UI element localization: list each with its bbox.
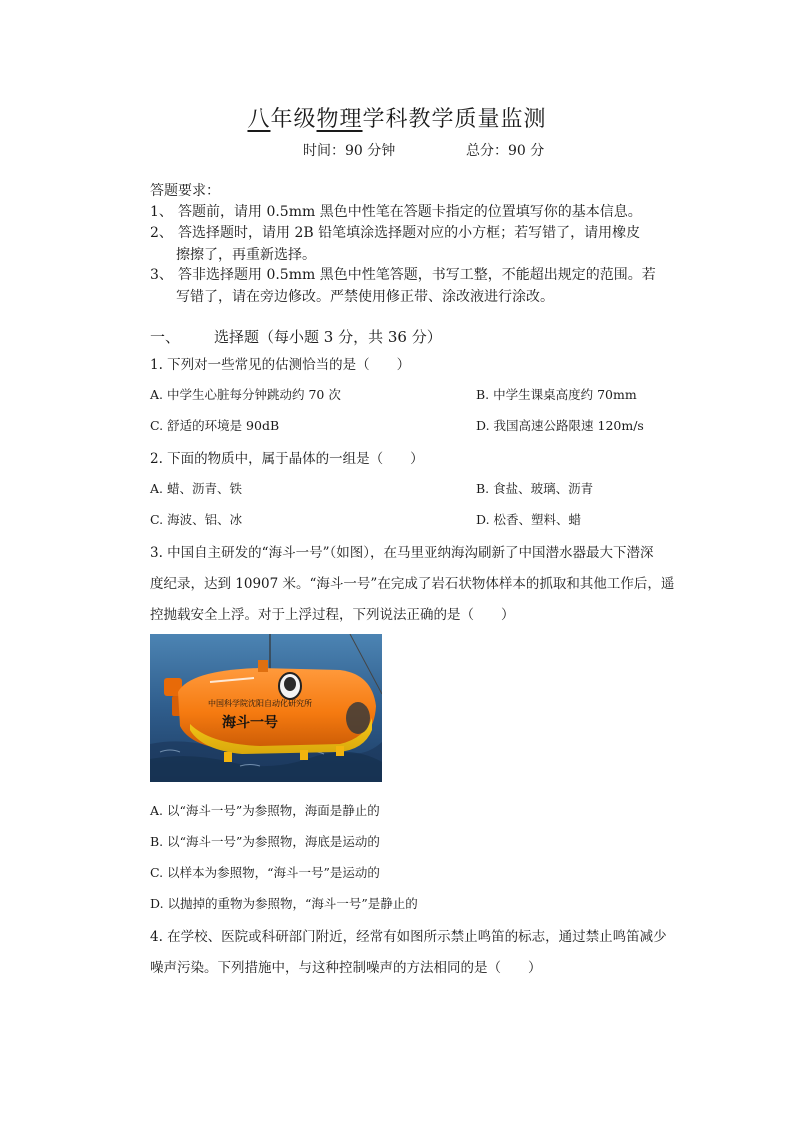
requirement-continuation: 擦擦了，再重新选择。 [176,247,316,263]
section-number: 一、 [150,328,181,346]
question-4-line-2: 噪声污染。下列措施中，与这种控制噪声的方法相同的是（ ） [150,960,542,976]
question-1-option-b: B. 中学生课桌高度约 70mm [476,387,637,402]
section-heading [150,326,442,347]
question-2-option-b: B. 食盐、玻璃、沥青 [476,481,594,496]
question-1-option-d: D. 我国高速公路限速 120m/s [476,418,644,433]
requirement-number: 3、 [150,267,173,283]
requirement-number: 1、 [150,204,173,220]
question-2-option-d: D. 松香、塑料、蜡 [476,512,582,527]
question-1-option-c: C. 舒适的环境是 90dB [150,418,280,433]
question-4-line-1: 4. 在学校、医院或科研部门附近，经常有如图所示禁止鸣笛的标志，通过禁止鸣笛减少 [150,929,667,945]
grade-suffix: 年级 [270,107,317,132]
requirement-item [150,264,710,308]
requirement-text: 答非选择题用 0.5mm 黑色中性笔答题，书写工整，不能超出规定的范围。若 [178,267,656,283]
question-2-option-a: A. 蜡、沥青、铁 [150,481,242,496]
question-3-line-1: 3. 中国自主研发的“海斗一号”（如图），在马里亚纳海沟刷新了中国潜水器最大下潜深 [150,545,654,561]
subject-blank: 物理 [316,107,363,132]
question-3-option-d: D. 以抛掉的重物为参照物，“海斗一号”是静止的 [150,896,418,911]
hull-small-text: 中国科学院沈阳自动化研究所 [208,699,312,708]
submersible-photo [150,634,382,782]
question-2-stem: 2. 下面的物质中，属于晶体的一组是（ ） [150,451,424,467]
question-3-option-a: A. 以“海斗一号”为参照物，海面是静止的 [150,803,380,818]
question-1-option-a: A. 中学生心脏每分钟跳动约 70 次 [150,387,341,402]
section-title: 选择题（每小题 3 分，共 36 分） [214,328,442,346]
requirement-item [150,222,710,266]
question-3-option-c: C. 以样本为参照物，“海斗一号”是运动的 [150,865,380,880]
question-2-option-c: C. 海波、铝、冰 [150,512,243,527]
requirement-text: 答选择题时，请用 2B 铅笔填涂选择题对应的小方框；若写错了，请用橡皮 [178,225,641,241]
requirement-text: 答题前，请用 0.5mm 黑色中性笔在答题卡指定的位置填写你的基本信息。 [178,204,642,220]
requirement-item [150,201,710,223]
question-3-option-b: B. 以“海斗一号”为参照物，海底是运动的 [150,834,380,849]
hull-name-text: 海斗一号 [222,715,278,731]
requirements-heading: 答题要求： [150,183,220,199]
question-3-line-2: 度纪录，达到 10907 米。“海斗一号”在完成了岩石状物体样本的抓取和其他工作后，遥 [150,576,675,592]
exam-title [0,102,794,133]
question-1-stem: 1. 下列对一些常见的估测恰当的是（ ） [150,357,411,373]
question-3-line-3: 控抛载安全上浮。对于上浮过程，下列说法正确的是（ ） [150,607,515,623]
exam-time: 时间：90 分钟 [303,143,396,159]
title-suffix: 学科教学质量监测 [362,107,547,132]
grade-blank: 八 [247,107,271,132]
requirement-continuation: 写错了，请在旁边修改。严禁使用修正带、涂改液进行涂改。 [176,289,554,305]
requirement-number: 2、 [150,225,173,241]
exam-total: 总分：90 分 [466,143,545,159]
